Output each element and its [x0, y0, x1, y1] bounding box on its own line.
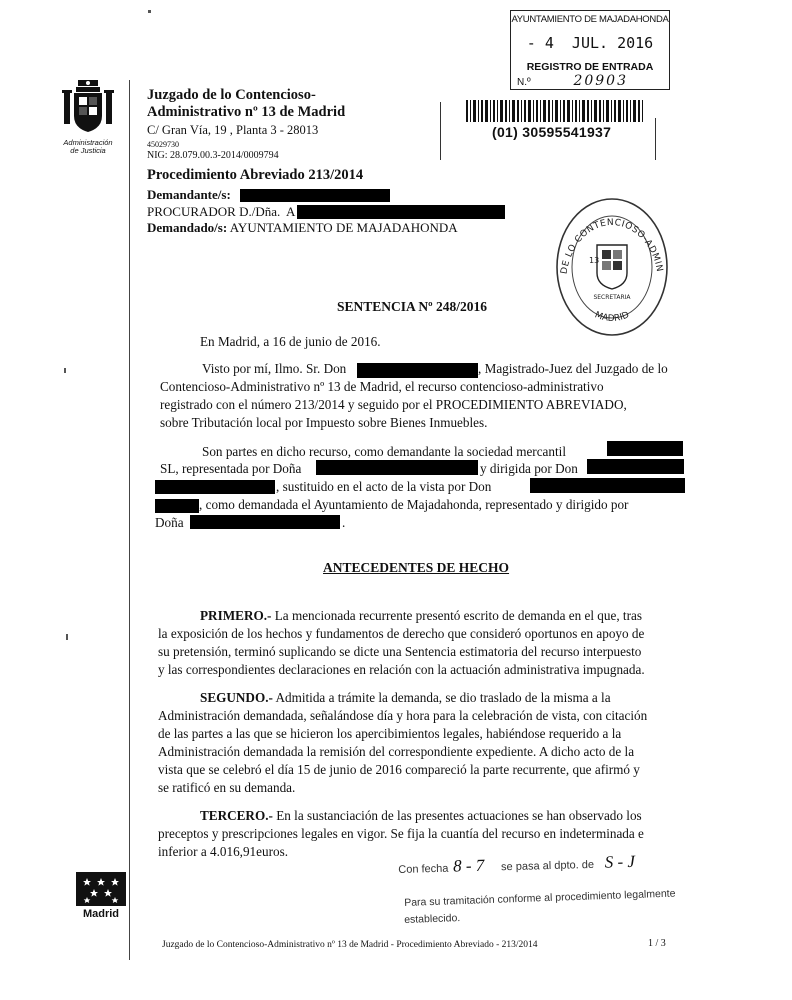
registry-stamp-label: REGISTRO DE ENTRADA	[526, 61, 654, 73]
visto-line1	[202, 361, 346, 377]
coat-of-arms-icon	[58, 78, 118, 134]
barcode-number: (01) 30595541937	[492, 124, 612, 140]
nig-number: NIG: 28.079.00.3-2014/0009794	[147, 150, 279, 161]
court-seal-icon	[553, 193, 671, 338]
primero-label: PRIMERO.-	[200, 608, 272, 623]
visto-line2: Contencioso-Administrativo nº 13 de Madrid, el recurso contencioso-administrativo	[160, 379, 604, 394]
partes-period: .	[342, 515, 346, 530]
tercero-line1	[200, 808, 642, 824]
partes-line1: Son partes en dicho recurso, como demandante la sociedad mercantil	[202, 444, 566, 459]
court-name-line1: Juzgado de lo Contencioso-	[147, 87, 316, 103]
partes-sl: SL, representada por Doña	[160, 461, 302, 476]
segundo-line6: se ratificó en su demanda.	[158, 780, 296, 795]
defendant-row	[147, 220, 458, 236]
plaintiff-label: Demandante/s:	[147, 187, 231, 202]
defendant-name: AYUNTAMIENTO DE MAJADAHONDA	[229, 220, 458, 235]
registry-handwritten-number: 20903	[573, 73, 628, 89]
redacted-lawyer	[587, 459, 684, 474]
date-line: En Madrid, a 16 de junio de 2016.	[200, 334, 381, 349]
tercero-label: TERCERO.-	[200, 808, 273, 823]
tercero-text-1: En la sustanciación de las presentes actuaciones se han observado los	[272, 808, 642, 823]
notification-prefix: Con fecha	[398, 862, 449, 876]
segundo-text-1: Admitida a trámite la demanda, se dio traslado de la misma a la	[272, 690, 611, 705]
stars-icon	[76, 872, 126, 906]
scan-mark-1	[148, 10, 151, 13]
sentence-title: SENTENCIA Nº 248/2016	[337, 299, 487, 314]
section-heading: ANTECEDENTES DE HECHO	[323, 560, 510, 575]
court-code: 45029730	[147, 140, 179, 149]
scan-mark-2	[64, 368, 66, 373]
primero-line4: y las correspondientes declaraciones en relación con la actuación administrativa impugnada.	[158, 662, 645, 677]
procurator-label: PROCURADOR D./Dña.	[147, 204, 281, 219]
partes-dirigida: y dirigida por Don	[480, 461, 578, 476]
registry-stamp	[510, 10, 670, 90]
registry-stamp-date: - 4 JUL. 2016	[526, 34, 654, 52]
primero-text-1: La mencionada recurrente presentó escrito de demanda en el que, tras	[271, 608, 642, 623]
footer-text: Juzgado de lo Contencioso-Administrativo nº 13 de Madrid - Procedimiento Abreviado - 213/2014	[162, 940, 538, 950]
visto-text-a: Visto por mí, Ilmo. Sr. Don	[202, 361, 347, 376]
tercero-line2: preceptos y prescripciones legales en vigor. Se fija la cuantía del recurso en indeterminada e	[158, 826, 644, 841]
defendant-label: Demandado/s:	[147, 220, 228, 235]
segundo-line2: Administración demandada, señalándose día y hora para la celebración de vista, con citación	[158, 708, 648, 723]
redacted-representative	[316, 460, 478, 475]
segundo-line5: vista que se celebró el día 15 de junio de 2016 compareció la parte recurrente, que afirmó y	[158, 762, 640, 777]
procurator-initial: A	[286, 204, 296, 219]
notification-dept: S - J	[604, 851, 636, 872]
justice-caption-2: de Justicia	[70, 146, 106, 155]
madrid-caption: Madrid	[82, 908, 120, 920]
visto-line4: sobre Tributación local por Impuesto sobre Bienes Inmuebles.	[160, 415, 488, 430]
partes-dona: Doña	[155, 515, 184, 530]
visto-text-b: , Magistrado-Juez del Juzgado de lo	[478, 361, 668, 376]
notification-stamp-line2: Para su tramitación conforme al procedimiento legalmente	[404, 887, 676, 909]
partes-demandada: , como demandada el Ayuntamiento de Majadahonda, representado y dirigido por	[199, 497, 629, 512]
seal-text: DE LO CONTENCIOSO-ADMIN	[559, 217, 665, 275]
madrid-logo	[76, 872, 126, 922]
segundo-label: SEGUNDO.-	[200, 690, 273, 705]
redacted-substitute	[530, 478, 685, 493]
barcode-icon	[440, 82, 658, 122]
procedure-title: Procedimiento Abreviado 213/2014	[147, 167, 364, 183]
left-margin-rule	[129, 80, 130, 960]
redacted-lawyer-cont	[155, 480, 275, 494]
svg-text:MADRID	[593, 310, 631, 324]
justice-logo	[58, 78, 118, 155]
redacted-judge	[357, 363, 478, 378]
scan-mark-3	[66, 634, 68, 640]
redacted-procurator	[297, 205, 505, 219]
redacted-council-lawyer	[190, 515, 340, 529]
seal-number: 13	[589, 256, 600, 265]
notification-date: 8 - 7	[452, 855, 485, 876]
partes-sustituido: , sustituido en el acto de la vista por Don	[276, 479, 492, 494]
court-name-line2: Administrativo nº 13 de Madrid	[147, 104, 346, 120]
redacted-plaintiff	[240, 189, 390, 202]
notification-stamp-line3: establecido.	[404, 912, 461, 926]
registry-number-label: N.º	[517, 77, 531, 88]
court-seal	[553, 193, 671, 338]
notification-stamp-line1	[398, 852, 635, 878]
registry-stamp-title: AYUNTAMIENTO DE MAJADAHONDA	[511, 14, 669, 25]
barcode	[440, 82, 658, 162]
seal-inner-text: SECRETARIA	[593, 294, 631, 301]
visto-line3: registrado con el número 213/2014 y seguido por el PROCEDIMIENTO ABREVIADO,	[160, 397, 627, 412]
redacted-substitute-cont	[155, 499, 199, 513]
notification-middle: se pasa al dpto. de	[500, 858, 595, 874]
primero-line1	[200, 608, 642, 624]
page-number: 1 / 3	[648, 938, 666, 949]
primero-line2: la exposición de los hechos y fundamentos de derecho que consideró oportunos en apoyo de	[158, 626, 645, 641]
court-address: C/ Gran Vía, 19 , Planta 3 - 28013	[147, 123, 319, 137]
segundo-line3: de las partes a las que se hicieron los apercibimientos legales, habiéndose requerido a la	[158, 726, 622, 741]
primero-line3: su pretensión, terminó suplicando se dicte una Sentencia estimatoria del recurso interpuesto	[158, 644, 642, 659]
redacted-company	[607, 441, 683, 456]
tercero-line3: inferior a 4.016,91euros.	[158, 844, 289, 859]
segundo-line1	[200, 690, 611, 706]
segundo-line4: Administración demandada la remisión del correspondiente expediente. A dicho acto de la	[158, 744, 635, 759]
seal-bottom-text: MADRID	[593, 310, 631, 324]
justice-caption-1: Administración	[63, 138, 113, 147]
